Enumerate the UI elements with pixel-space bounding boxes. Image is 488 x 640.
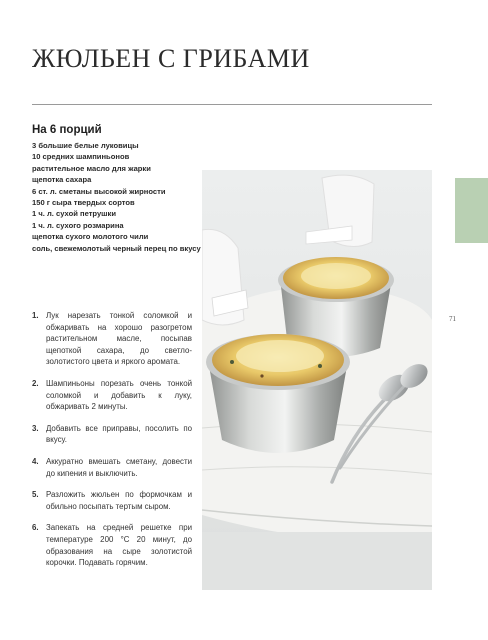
step-number: 2. <box>32 378 39 388</box>
page-number: 71 <box>449 315 456 323</box>
section-color-tab <box>455 178 488 243</box>
ingredient-item: 1 ч. л. сухого розмарина <box>32 220 124 230</box>
ingredient-item: 3 большие белые луковицы <box>32 141 139 150</box>
ingredient-item: щепотка сахара <box>32 175 92 185</box>
title-divider <box>32 104 432 105</box>
step-text: Лук нарезать тонкой соломкой и обжаривать на хорошо разогретом растительном масле, посыпав щепоткой сахара, до светло-золотистого цвета и яркого аромата. <box>46 311 192 367</box>
step-item <box>32 423 192 446</box>
step-text: Шампиньоны порезать очень тонкой соломкой и добавить к луку, обжаривать 2 минуты. <box>46 378 192 412</box>
ingredients-list <box>32 140 201 254</box>
ingredient-item: 10 средних шампиньонов <box>32 152 130 162</box>
step-text: Запекать на средней решетке при температуре 200 °С 20 минут, до образования на сыре золотистой корочки. Подавать горячим. <box>46 523 192 568</box>
ingredient-item: щепотка сухого молотого чили <box>32 232 149 242</box>
step-text: Аккуратно вмешать сметану, довести до кипения и выключить. <box>46 456 192 478</box>
ingredient-item: соль, свежемолотый черный перец по вкусу <box>32 243 201 253</box>
step-item <box>32 522 192 568</box>
ingredient-item: 150 г сыра твердых сортов <box>32 198 135 208</box>
step-item <box>32 456 192 479</box>
step-item <box>32 489 192 512</box>
step-item <box>32 378 192 413</box>
julienne-photo <box>202 170 432 590</box>
step-item <box>32 310 192 368</box>
step-number: 4. <box>32 456 39 466</box>
ingredient-item: 1 ч. л. сухой петрушки <box>32 209 116 219</box>
step-number: 6. <box>32 523 39 533</box>
step-text: Разложить жюльен по формочкам и обильно посыпать тертым сыром. <box>46 490 192 511</box>
step-number: 5. <box>32 490 39 500</box>
recipe-title: ЖЮЛЬЕН С ГРИБАМИ <box>32 44 310 73</box>
ingredient-item: 6 ст. л. сметаны высокой жирности <box>32 186 166 196</box>
ingredient-item: растительное масло для жарки <box>32 163 151 173</box>
servings-heading: На 6 порций <box>32 124 102 136</box>
step-number: 1. <box>32 311 39 320</box>
julienne-photo-illustration <box>202 170 432 590</box>
steps-list <box>32 310 192 579</box>
step-number: 3. <box>32 423 39 433</box>
step-text: Добавить все приправы, посолить по вкусу. <box>46 423 192 445</box>
